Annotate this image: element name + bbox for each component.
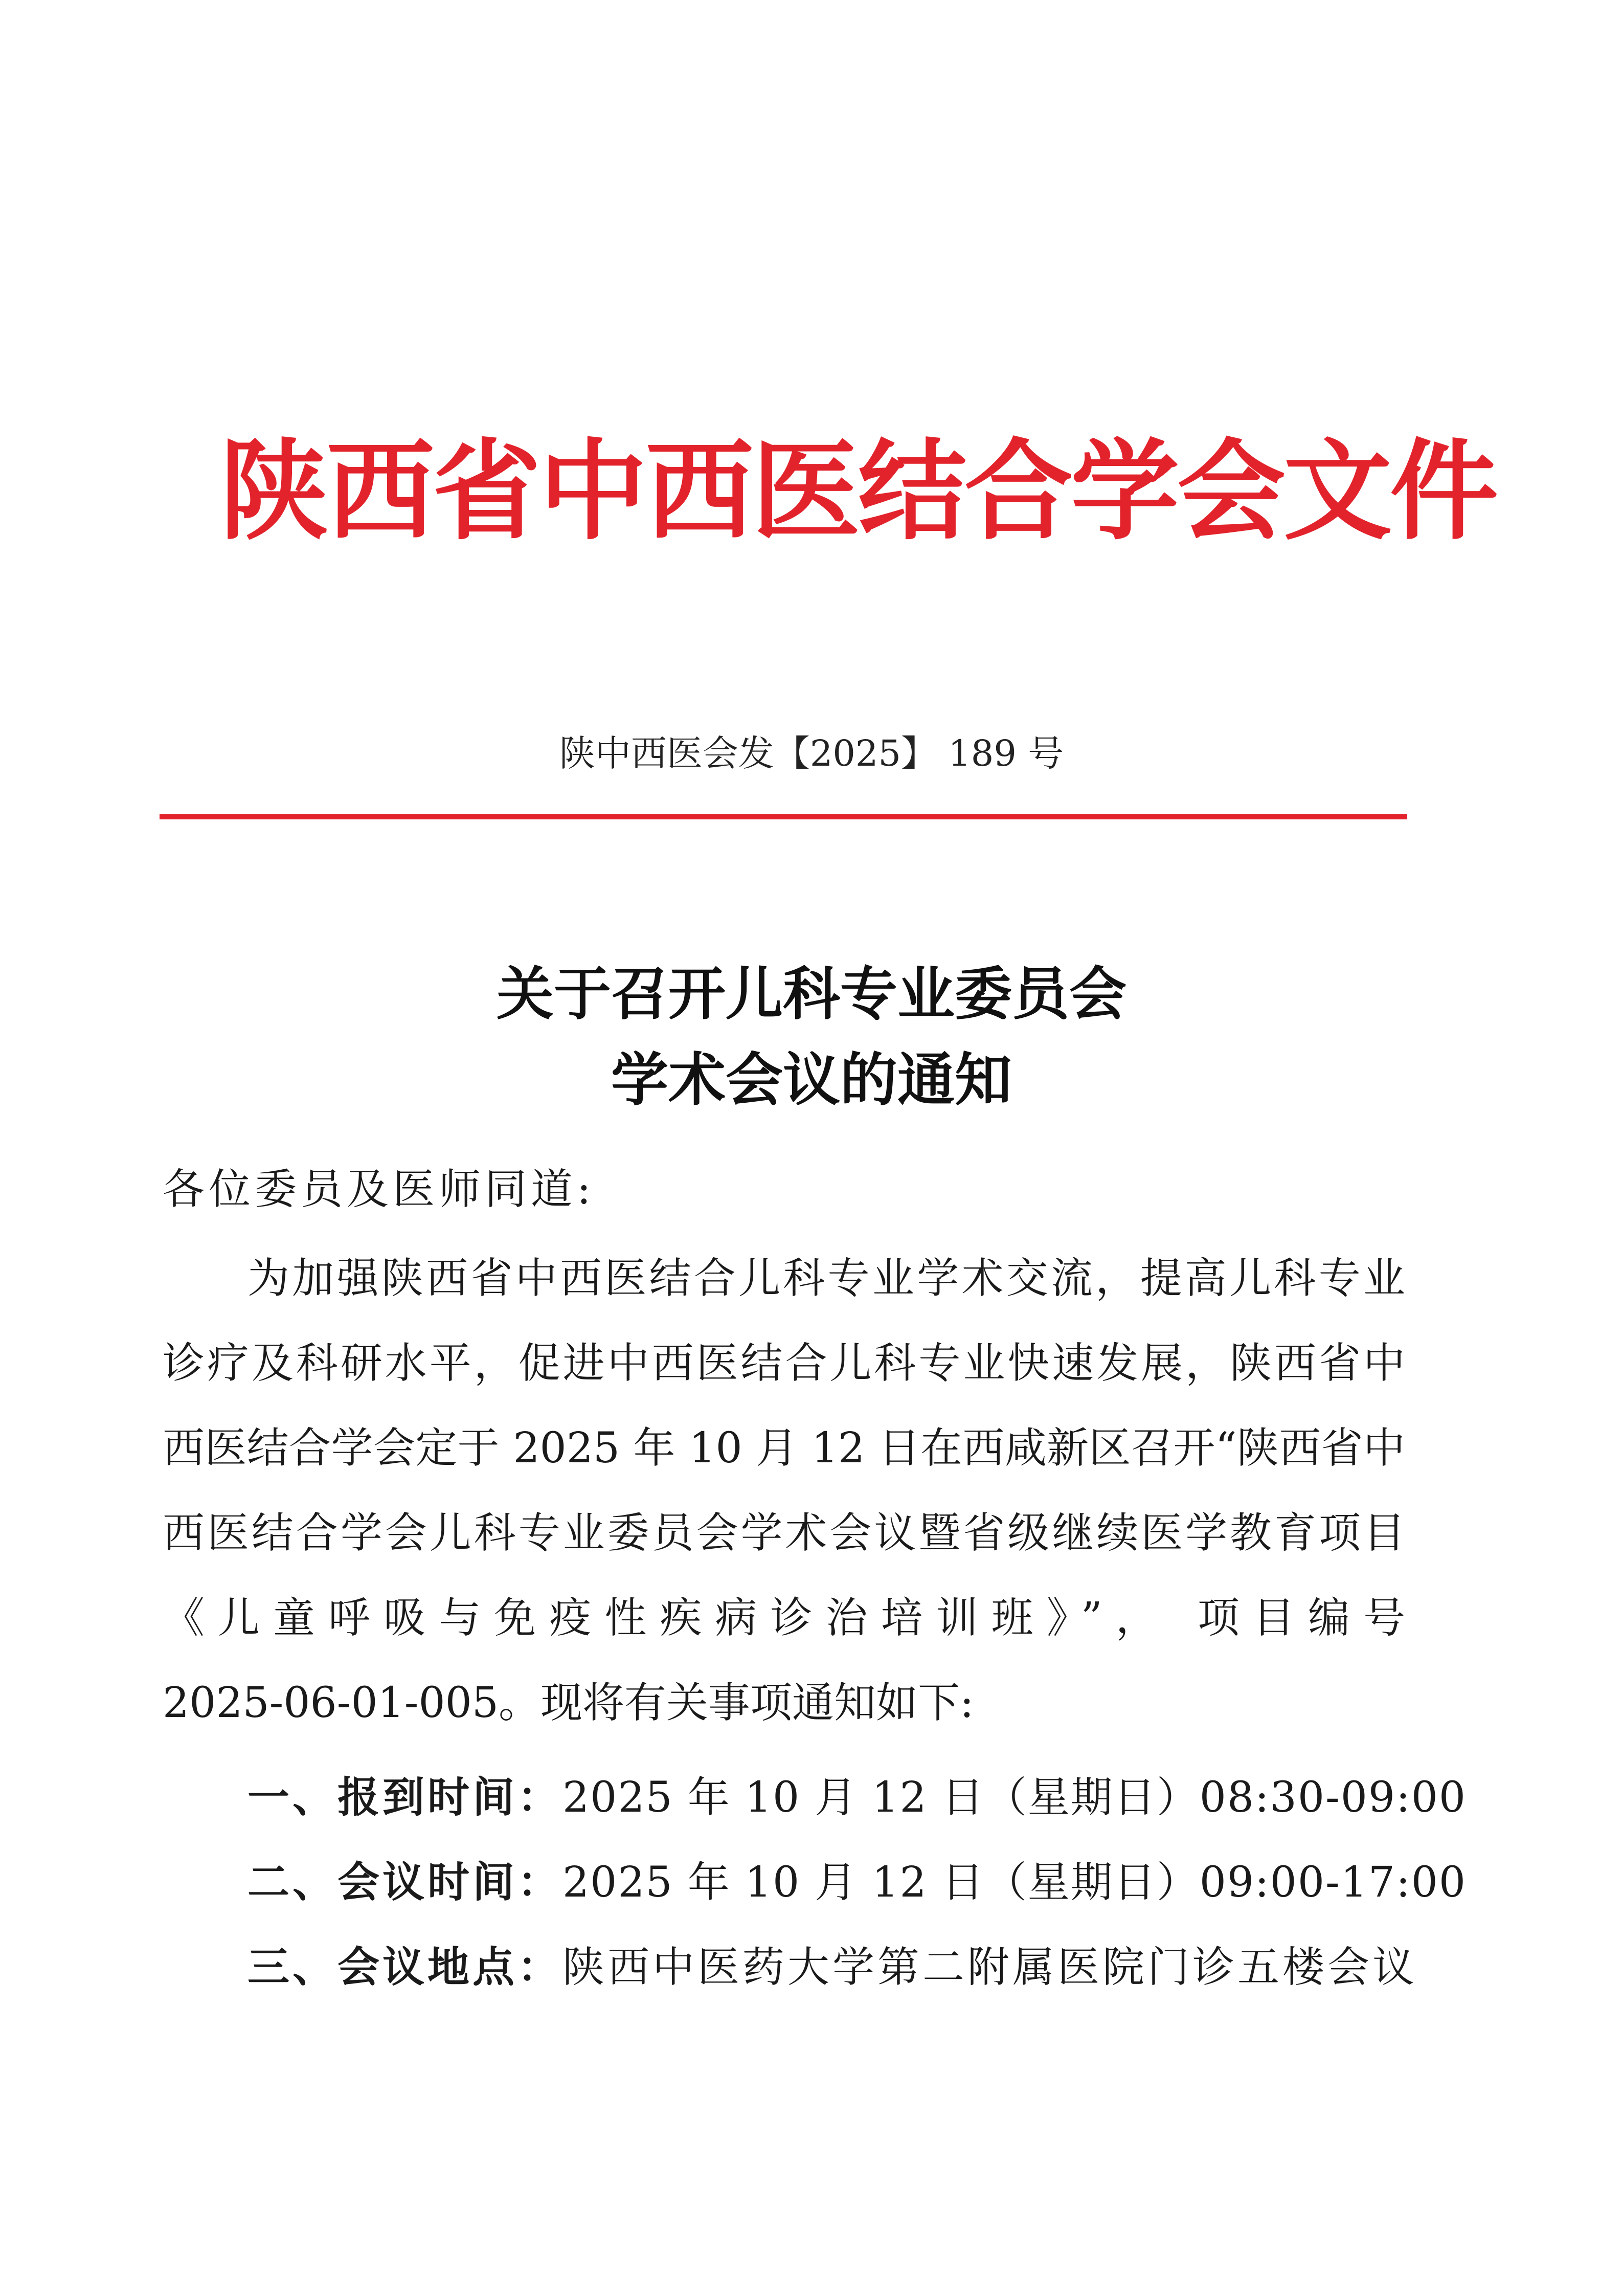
body-line-6: 2025-06-01-005。现将有关事项通知如下: bbox=[163, 1679, 974, 1727]
item-label: 一、报到时间： bbox=[247, 1773, 563, 1822]
document-number: 陕中西医会发【2025】 189 号 bbox=[559, 732, 1064, 774]
item-value: 2025 年 10 月 12 日（星期日）09:00-17:00 bbox=[562, 1858, 1467, 1907]
item-value: 2025 年 10 月 12 日（星期日）08:30-09:00 bbox=[562, 1773, 1467, 1822]
body-line-5: 《儿童呼吸与免疫性疾病诊治培训班》”， 项目编号 bbox=[163, 1594, 1405, 1642]
item-meeting-location bbox=[247, 1942, 1417, 1993]
body-line-2: 诊疗及科研水平，促进中西医结合儿科专业快速发展，陕西省中 bbox=[163, 1339, 1405, 1388]
masthead-title: 陕西省中西医结合学会文件 bbox=[220, 427, 1496, 554]
item-value: 陕西中医药大学第二附属医院门诊五楼会议 bbox=[562, 1943, 1418, 1992]
item-label: 二、会议时间： bbox=[247, 1858, 563, 1907]
red-divider-line bbox=[160, 814, 1407, 819]
notice-title-line-1: 关于召开儿科专业委员会 bbox=[497, 961, 1126, 1028]
notice-title-line-2: 学术会议的通知 bbox=[611, 1046, 1012, 1113]
salutation: 各位委员及医师同道: bbox=[163, 1165, 595, 1214]
body-line-3: 西医结合学会定于 2025 年 10 月 12 日在西咸新区召开“陕西省中 bbox=[163, 1424, 1405, 1473]
body-line-4: 西医结合学会儿科专业委员会学术会议暨省级继续医学教育项目 bbox=[163, 1509, 1405, 1557]
notice-title bbox=[153, 951, 1470, 1123]
body-line-1: 为加强陕西省中西医结合儿科专业学术交流，提高儿科专业 bbox=[247, 1254, 1405, 1303]
item-meeting-time bbox=[247, 1857, 1467, 1908]
item-registration-time bbox=[247, 1772, 1467, 1823]
item-label: 三、会议地点： bbox=[247, 1943, 563, 1992]
